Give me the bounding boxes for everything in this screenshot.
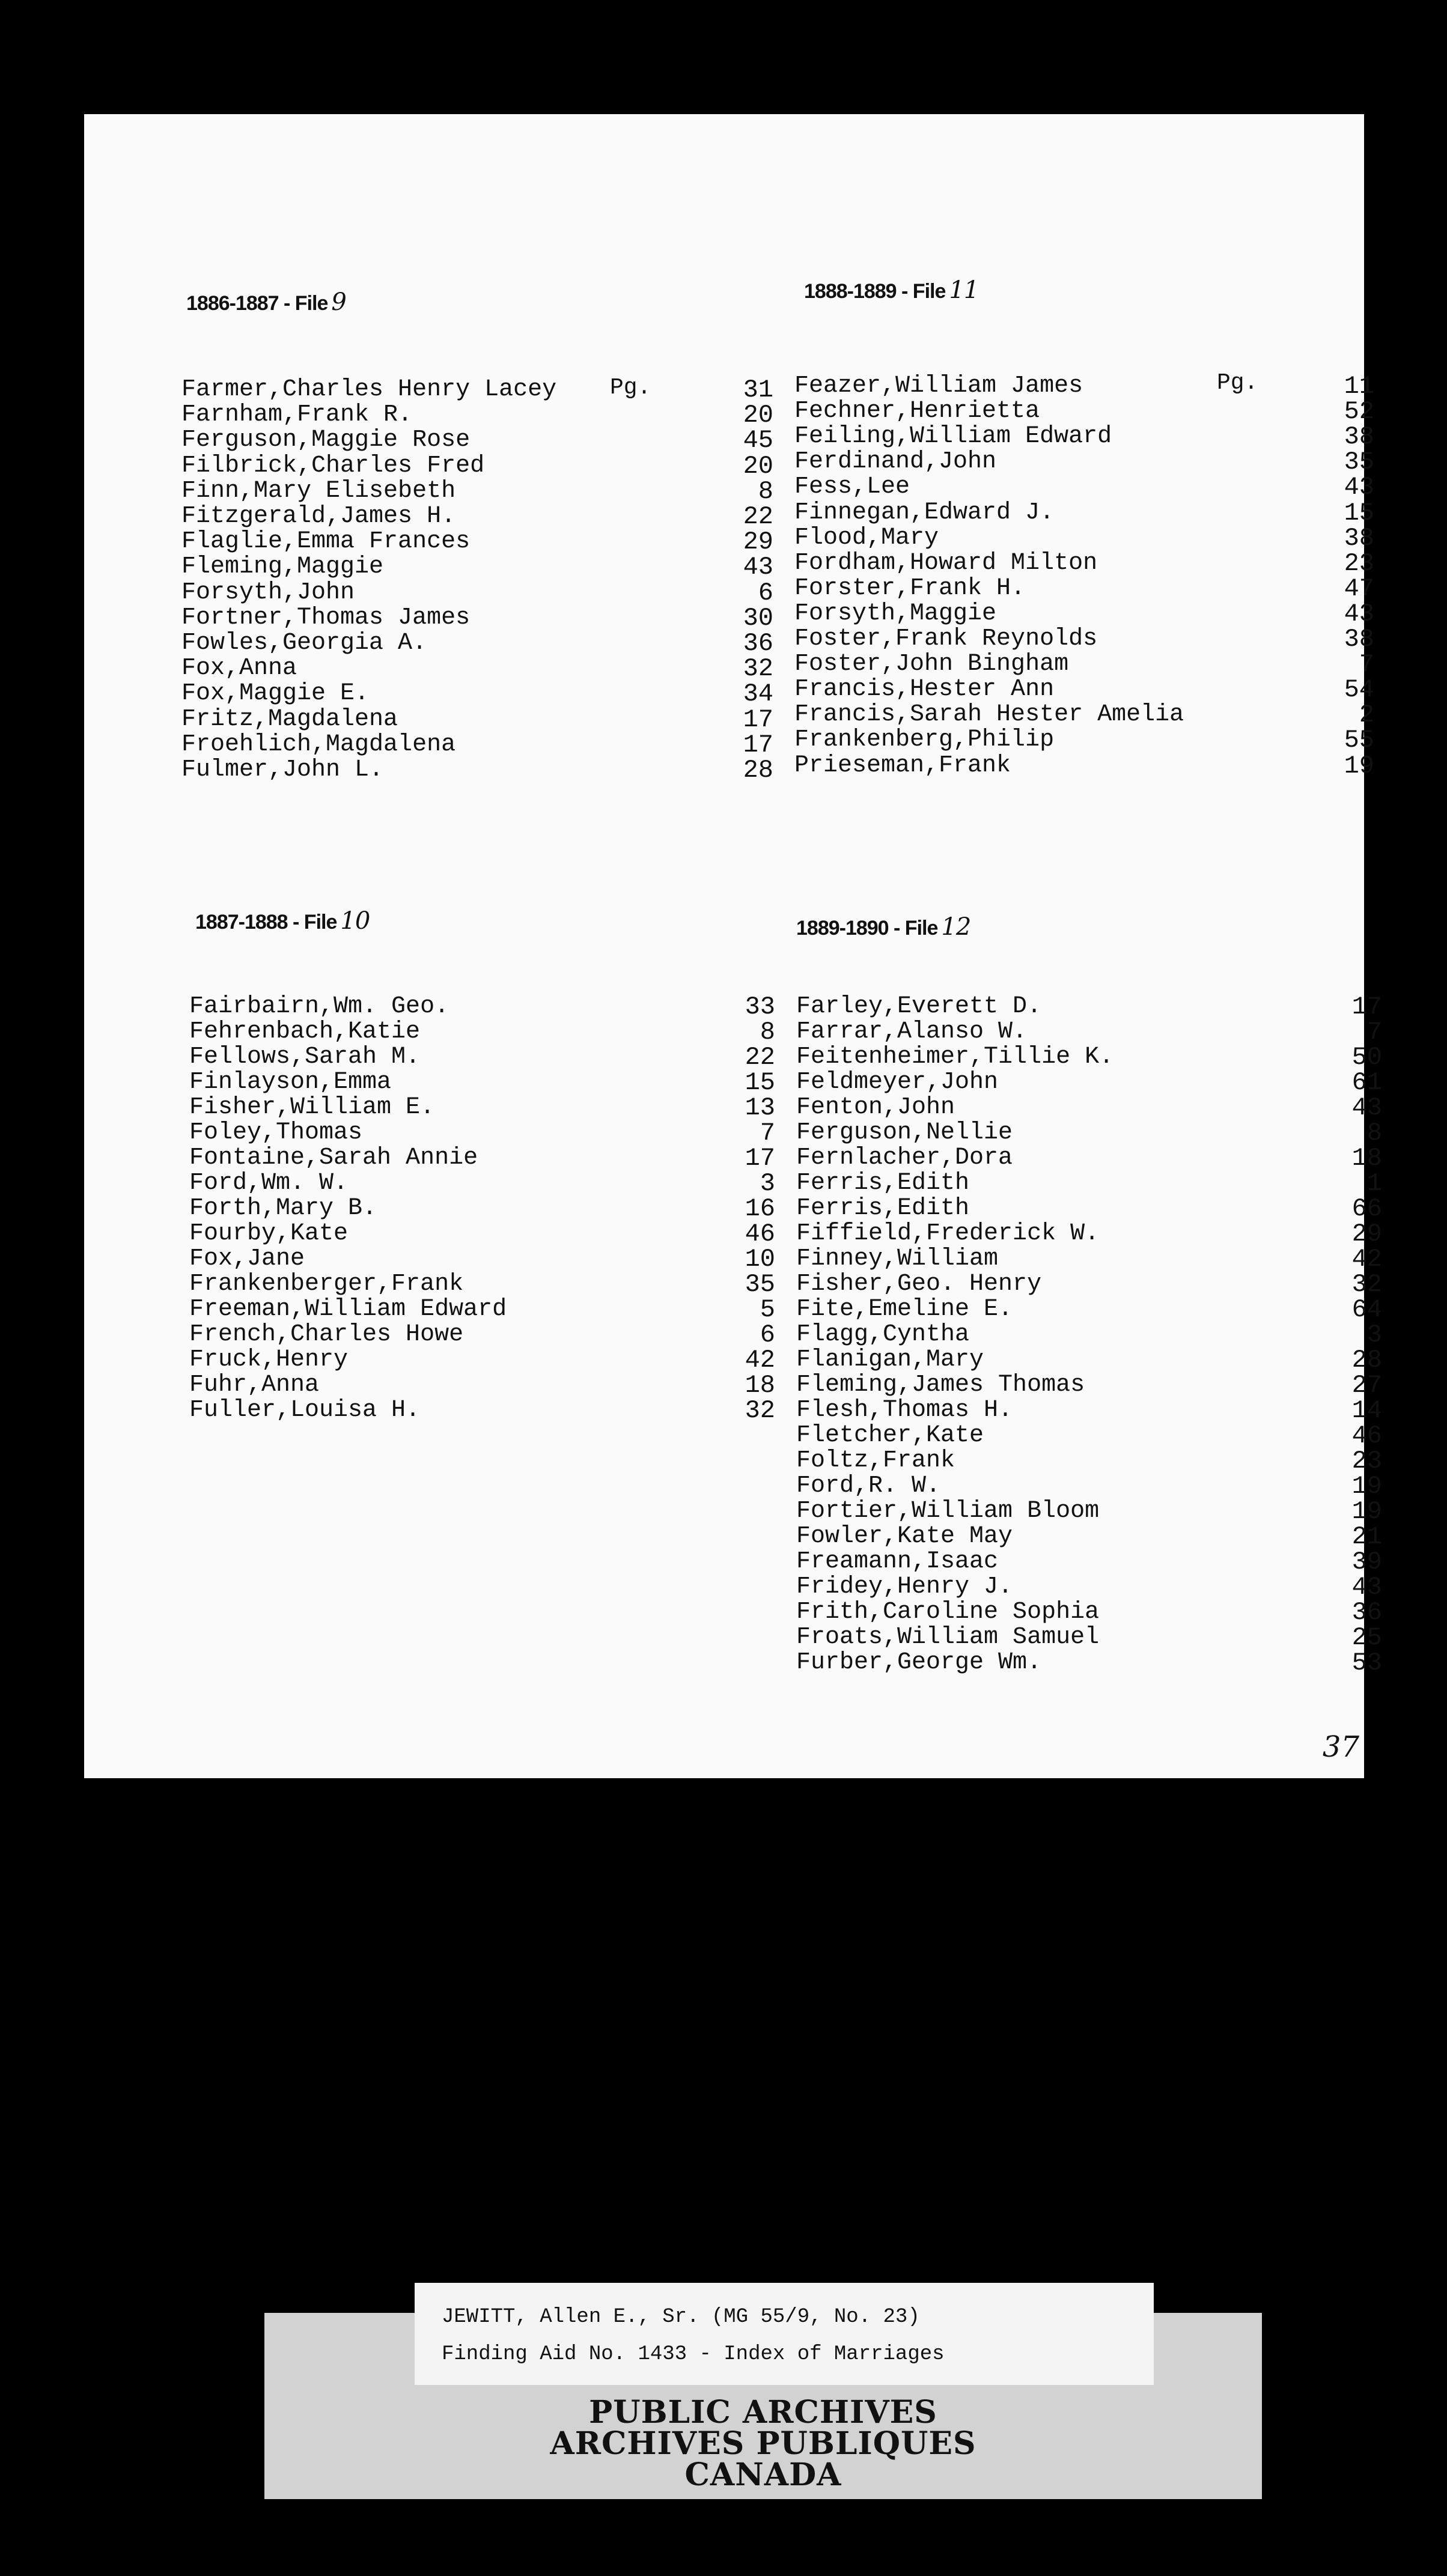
entry-page: 42 <box>745 1346 775 1375</box>
entry-name: Ford,R. W. <box>796 1472 941 1499</box>
entry-name: Fontaine,Sarah Annie <box>189 1144 478 1171</box>
index-entry <box>181 681 773 706</box>
entry-name: Frankenberg,Philip <box>794 726 1055 753</box>
entry-page: 43 <box>1351 1093 1382 1122</box>
index-entry <box>181 631 773 656</box>
index-entry <box>189 1347 775 1373</box>
entry-page: 36 <box>1351 1598 1382 1627</box>
entry-name: Fortier,William Bloom <box>796 1498 1100 1525</box>
index-entry <box>189 1171 775 1196</box>
entry-name: Fourby,Kate <box>189 1220 349 1247</box>
entry-name: Foster,Frank Reynolds <box>794 625 1098 652</box>
entry-name: Fox,Maggie E. <box>181 680 370 707</box>
stamp-line-2: ARCHIVES PUBLIQUES <box>550 2425 976 2462</box>
index-entry <box>794 576 1374 601</box>
entry-page: 20 <box>743 401 773 430</box>
entry-page: 43 <box>1351 1573 1382 1602</box>
entry-name: Fulmer,John L. <box>181 756 384 783</box>
index-entry <box>189 1095 775 1120</box>
section-heading-text: 1889-1890 - File <box>796 917 938 940</box>
entry-name: Francis,Sarah Hester Amelia <box>794 701 1184 728</box>
entry-page: 6 <box>758 579 773 607</box>
entry-page: 54 <box>1344 675 1374 704</box>
entry-name: Fortner,Thomas James <box>181 604 471 631</box>
entry-page: 6 <box>760 1320 775 1349</box>
entry-name: Finnegan,Edward J. <box>794 499 1055 526</box>
file-number: 11 <box>949 276 979 304</box>
entry-name: Fowles,Georgia A. <box>181 630 427 657</box>
index-entry <box>796 1398 1382 1423</box>
index-entry <box>181 732 773 758</box>
stamp-line-3: CANADA <box>684 2456 842 2493</box>
index-entry <box>189 1120 775 1146</box>
entry-name: Freamann,Isaac <box>796 1548 999 1575</box>
section-heading-text: 1887-1888 - File <box>195 911 337 934</box>
index-entry <box>796 1373 1382 1398</box>
file-number: 12 <box>941 913 971 941</box>
index-entry <box>181 554 773 580</box>
index-entry <box>796 1196 1382 1221</box>
index-entry <box>796 1423 1382 1448</box>
entry-page: 39 <box>1351 1548 1382 1576</box>
entry-name: Fletcher,Kate <box>796 1422 984 1449</box>
entry-page: 3 <box>1366 1320 1382 1349</box>
index-entry <box>796 1575 1382 1600</box>
index-entry <box>796 1221 1382 1247</box>
entry-name: Flood,Mary <box>794 524 939 551</box>
entry-page: 20 <box>743 452 773 481</box>
entry-page: 8 <box>760 1018 775 1046</box>
entry-name: Filbrick,Charles Fred <box>181 452 485 479</box>
index-entry <box>796 1171 1382 1196</box>
entry-page: 27 <box>1351 1371 1382 1400</box>
index-entry <box>794 424 1374 449</box>
index-entry <box>189 1247 775 1272</box>
entry-name: Frith,Caroline Sophia <box>796 1599 1100 1626</box>
entry-page: 29 <box>1351 1220 1382 1248</box>
index-entry <box>794 601 1374 627</box>
entry-name: Flaglie,Emma Frances <box>181 528 471 555</box>
entry-name: Fritz,Magdalena <box>181 706 398 733</box>
index-entry <box>796 1045 1382 1070</box>
entry-page: 8 <box>1366 1119 1382 1147</box>
entry-name: Fridey,Henry J. <box>796 1573 1013 1600</box>
entry-name: Fuller,Louisa H. <box>189 1397 421 1424</box>
index-entry <box>794 652 1374 677</box>
entry-name: Ferris,Edith <box>796 1195 970 1222</box>
entry-page: 11 <box>1344 372 1374 401</box>
section-heading-1886-1887 <box>186 288 346 316</box>
entry-name: Flesh,Thomas H. <box>796 1397 1013 1424</box>
entry-page: 10 <box>745 1245 775 1274</box>
index-entry <box>794 728 1374 753</box>
entry-name: Farley,Everett D. <box>796 993 1042 1020</box>
entry-name: Flanigan,Mary <box>796 1346 984 1373</box>
entry-name: Froehlich,Magdalena <box>181 731 456 758</box>
index-entry <box>796 1625 1382 1650</box>
entry-page: 13 <box>745 1093 775 1122</box>
entry-name: Fleming,Maggie <box>181 553 384 580</box>
entry-name: Ferdinand,John <box>794 448 997 475</box>
index-entry <box>181 504 773 529</box>
entry-page: 32 <box>745 1396 775 1425</box>
index-entry <box>796 1146 1382 1171</box>
entry-name: Fisher,William E. <box>189 1094 435 1121</box>
entry-name: Feldmeyer,John <box>796 1069 999 1096</box>
entry-page: 18 <box>1351 1144 1382 1173</box>
entry-page: 17 <box>745 1144 775 1173</box>
index-entry <box>794 753 1374 779</box>
entry-page: 38 <box>1344 625 1374 654</box>
entry-page: 3 <box>760 1169 775 1198</box>
entry-name: Fleming,James Thomas <box>796 1372 1085 1399</box>
index-entry <box>189 1019 775 1045</box>
index-entry <box>181 529 773 554</box>
entry-page: 66 <box>1351 1194 1382 1223</box>
entry-page: 8 <box>758 477 773 506</box>
index-entry <box>796 1019 1382 1045</box>
entry-page: 16 <box>745 1194 775 1223</box>
index-entry <box>181 707 773 732</box>
pg-prefix-text: Pg. <box>1217 370 1258 396</box>
index-entry <box>794 702 1374 728</box>
index-entry <box>181 758 773 783</box>
entry-name: Froats,William Samuel <box>796 1624 1100 1651</box>
entry-name: Forster,Frank H. <box>794 575 1026 602</box>
section-heading-text: 1886-1887 - File <box>186 292 328 315</box>
entry-name: Frankenberger,Frank <box>189 1271 464 1298</box>
index-entry <box>796 1297 1382 1322</box>
entry-page: 28 <box>743 756 773 785</box>
entry-page: 35 <box>1344 448 1374 476</box>
entry-name: Prieseman,Frank <box>794 752 1011 779</box>
entry-name: Ford,Wm. W. <box>189 1170 349 1197</box>
entry-name: Farrar,Alanso W. <box>796 1018 1028 1045</box>
entry-name: Furber,George Wm. <box>796 1649 1042 1676</box>
entry-name: Fowler,Kate May <box>796 1523 1013 1550</box>
entry-name: Feitenheimer,Tillie K. <box>796 1043 1114 1071</box>
label-line-2: Finding Aid No. 1433 - Index of Marriages <box>442 2343 945 2366</box>
index-entry <box>796 1650 1382 1675</box>
entry-name: Fenton,John <box>796 1094 955 1121</box>
index-entry <box>794 449 1374 475</box>
entry-page: 25 <box>1351 1623 1382 1652</box>
entry-page: 19 <box>1351 1472 1382 1501</box>
index-entry <box>796 994 1382 1019</box>
index-entry <box>189 1373 775 1398</box>
index-entry <box>181 454 773 479</box>
index-entry <box>796 1272 1382 1297</box>
index-entry <box>189 1322 775 1347</box>
entry-name: Finlayson,Emma <box>189 1069 392 1096</box>
entry-name: Farmer,Charles Henry Lacey <box>181 376 557 403</box>
entry-page: 38 <box>1344 524 1374 553</box>
entry-page: 45 <box>743 426 773 455</box>
index-entry <box>796 1600 1382 1625</box>
index-entry <box>189 1272 775 1297</box>
index-entry <box>181 580 773 606</box>
index-entry <box>796 1549 1382 1575</box>
entry-page: 23 <box>1351 1447 1382 1475</box>
index-entry <box>189 1196 775 1221</box>
entry-page: 64 <box>1351 1295 1382 1324</box>
entry-name: Fiffield,Frederick W. <box>796 1220 1100 1247</box>
entry-page: 29 <box>743 527 773 556</box>
index-entry <box>794 551 1374 576</box>
entry-name: Fox,Jane <box>189 1245 305 1272</box>
entry-page: 50 <box>1351 1043 1382 1072</box>
entry-name: Freeman,William Edward <box>189 1296 507 1323</box>
index-entry <box>796 1524 1382 1549</box>
entry-name: Finn,Mary Elisebeth <box>181 478 456 505</box>
index-entry <box>794 526 1374 551</box>
index-entry <box>189 1221 775 1247</box>
label-line-1: JEWITT, Allen E., Sr. (MG 55/9, No. 23) <box>442 2306 920 2328</box>
entry-page: 52 <box>1344 397 1374 426</box>
index-entry <box>189 1398 775 1423</box>
index-entry <box>794 677 1374 702</box>
section-heading-1889-1890 <box>796 913 970 941</box>
entry-name: Francis,Hester Ann <box>794 676 1055 703</box>
entry-name: Farnham,Frank R. <box>181 401 413 428</box>
entry-name: Fisher,Geo. Henry <box>796 1271 1042 1298</box>
section-heading-1888-1889 <box>804 276 978 304</box>
index-entry <box>181 428 773 453</box>
entry-name: Ferguson,Maggie Rose <box>181 427 471 454</box>
file-number: 9 <box>331 288 346 316</box>
entry-page: 61 <box>1351 1068 1382 1097</box>
entry-page: 15 <box>1344 499 1374 527</box>
index-entry <box>794 475 1374 500</box>
entry-page: 17 <box>743 731 773 759</box>
entry-page: 46 <box>1351 1421 1382 1450</box>
entry-page: 19 <box>1344 752 1374 780</box>
entry-page: 17 <box>743 705 773 734</box>
entry-name: Ferguson,Nellie <box>796 1119 1013 1146</box>
entry-page: 15 <box>745 1068 775 1097</box>
entry-page: 17 <box>1351 992 1382 1021</box>
entry-name: Forth,Mary B. <box>189 1195 377 1222</box>
entry-page: 42 <box>1351 1245 1382 1274</box>
entry-name: Fite,Emeline E. <box>796 1296 1013 1323</box>
entry-page: 14 <box>1351 1396 1382 1425</box>
stamp-line-1: PUBLIC ARCHIVES <box>589 2394 937 2431</box>
entry-name: Foley,Thomas <box>189 1119 363 1146</box>
entry-page: 43 <box>1344 600 1374 628</box>
entry-name: Finney,William <box>796 1245 999 1272</box>
index-entry <box>181 606 773 631</box>
index-entry <box>796 1095 1382 1120</box>
entry-page: 22 <box>743 502 773 531</box>
entry-page: 36 <box>743 629 773 658</box>
entry-name: Fuhr,Anna <box>189 1372 320 1399</box>
index-entry <box>796 1499 1382 1524</box>
entry-page: 38 <box>1344 422 1374 451</box>
entry-name: Feazer,William James <box>794 372 1083 399</box>
entry-page: 31 <box>743 375 773 404</box>
entry-name: Fordham,Howard Milton <box>794 550 1098 577</box>
entry-page: 53 <box>1351 1648 1382 1677</box>
index-entry <box>796 1247 1382 1272</box>
entry-name: Fellows,Sarah M. <box>189 1043 421 1071</box>
entry-page: 5 <box>760 1295 775 1324</box>
entry-page: 22 <box>745 1043 775 1072</box>
entry-name: Flagg,Cyntha <box>796 1321 970 1348</box>
entry-name: Fechner,Henrietta <box>794 398 1040 425</box>
entry-name: French,Charles Howe <box>189 1321 464 1348</box>
entry-page: 32 <box>743 654 773 683</box>
finding-aid-label <box>415 2283 1154 2385</box>
section-heading-text: 1888-1889 - File <box>804 280 946 303</box>
entry-page: 2 <box>1359 700 1374 729</box>
entry-page: 28 <box>1351 1346 1382 1375</box>
index-entry <box>181 656 773 681</box>
index-entry <box>181 479 773 504</box>
index-entry <box>796 1120 1382 1146</box>
entry-name: Forsyth,Maggie <box>794 600 997 627</box>
index-entry <box>189 1146 775 1171</box>
section-heading-1887-1888 <box>195 907 370 935</box>
entry-page: 55 <box>1344 726 1374 755</box>
entry-name: Fehrenbach,Katie <box>189 1018 421 1045</box>
entry-page: 47 <box>1344 574 1374 603</box>
entry-page: 32 <box>1351 1270 1382 1299</box>
entry-page: 46 <box>745 1220 775 1248</box>
entry-name: Foster,John Bingham <box>794 651 1069 678</box>
entry-page: 43 <box>1344 473 1374 502</box>
index-entry <box>181 402 773 428</box>
entry-page: 7 <box>1359 650 1374 679</box>
entry-name: Fruck,Henry <box>189 1346 349 1373</box>
entry-name: Ferris,Edith <box>796 1170 970 1197</box>
index-entry <box>796 1448 1382 1474</box>
index-entry <box>189 1297 775 1322</box>
entry-page: 23 <box>1344 549 1374 578</box>
entry-name: Fitzgerald,James H. <box>181 503 456 530</box>
entry-name: Fernlacher,Dora <box>796 1144 1013 1171</box>
index-entry <box>189 1045 775 1070</box>
index-entry <box>189 994 775 1019</box>
entry-name: Foltz,Frank <box>796 1447 955 1474</box>
entry-page: 33 <box>745 992 775 1021</box>
entry-name: Fess,Lee <box>794 473 910 500</box>
entry-page: 7 <box>1366 1018 1382 1046</box>
pg-prefix-label <box>610 375 730 401</box>
entry-name: Feiling,William Edward <box>794 423 1112 450</box>
index-entry <box>794 627 1374 652</box>
entry-name: Fox,Anna <box>181 655 297 682</box>
entry-page: 19 <box>1351 1497 1382 1526</box>
index-entry <box>796 1347 1382 1373</box>
index-entry <box>796 1322 1382 1347</box>
entry-page: 21 <box>1351 1522 1382 1551</box>
index-page <box>84 114 1382 1778</box>
entry-name: Fairbairn,Wm. Geo. <box>189 993 449 1020</box>
file-number: 10 <box>340 907 370 935</box>
entry-page: 30 <box>743 604 773 633</box>
index-entry <box>794 399 1374 424</box>
pg-prefix-label <box>1217 371 1337 396</box>
index-entry <box>794 500 1374 526</box>
entry-page: 43 <box>743 553 773 582</box>
entry-page: 18 <box>745 1371 775 1400</box>
index-entry <box>796 1070 1382 1095</box>
entry-page: 35 <box>745 1270 775 1299</box>
index-entry <box>796 1474 1382 1499</box>
pg-prefix-text: Pg. <box>610 375 651 401</box>
page-number: 37 <box>1322 1730 1359 1764</box>
entry-name: Forsyth,John <box>181 579 355 606</box>
index-entry <box>189 1070 775 1095</box>
entry-page: 7 <box>760 1119 775 1147</box>
entry-page: 1 <box>1366 1169 1382 1198</box>
entry-page: 34 <box>743 679 773 708</box>
